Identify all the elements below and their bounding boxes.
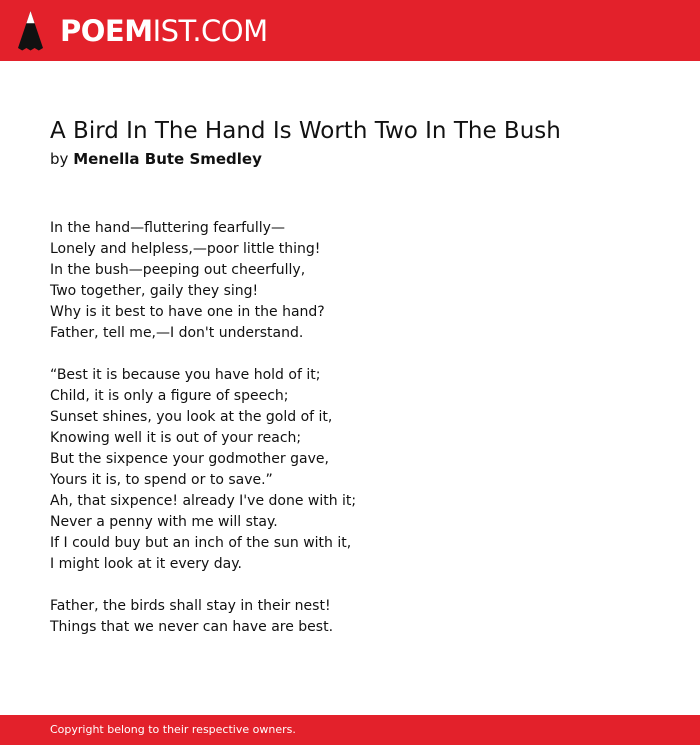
poem-line: Two together, gaily they sing! bbox=[50, 283, 259, 299]
copyright-notice: Copyright belong to their respective owners. bbox=[50, 723, 296, 736]
poem-line: Yours it is, to spend or to save.” bbox=[50, 472, 273, 488]
pencil-icon bbox=[17, 10, 44, 52]
poem-line: In the bush—peeping out cheerfully, bbox=[50, 262, 306, 278]
poem-line: In the hand—fluttering fearfully— bbox=[50, 220, 285, 236]
poem-title: A Bird In The Hand Is Worth Two In The Bush bbox=[50, 118, 561, 144]
logo-wordmark bbox=[60, 10, 268, 52]
site-header bbox=[0, 0, 700, 61]
poem-line: Things that we never can have are best. bbox=[50, 619, 334, 635]
stanza-3 bbox=[50, 596, 670, 638]
poem-line: “Best it is because you have hold of it; bbox=[50, 367, 321, 383]
poem-line: Why is it best to have one in the hand? bbox=[50, 304, 325, 320]
poem-line: If I could buy but an inch of the sun with it, bbox=[50, 535, 352, 551]
poem-line: Never a penny with me will stay. bbox=[50, 514, 278, 530]
poem-author[interactable]: Menella Bute Smedley bbox=[73, 150, 262, 168]
poem-line: Child, it is only a figure of speech; bbox=[50, 388, 289, 404]
site-footer bbox=[0, 715, 700, 745]
poem-line: Knowing well it is out of your reach; bbox=[50, 430, 302, 446]
by-label: by bbox=[50, 150, 69, 168]
poem-line: Father, the birds shall stay in their nest! bbox=[50, 598, 331, 614]
poem-line: Ah, that sixpence! already I've done with it; bbox=[50, 493, 357, 509]
poem-line: Lonely and helpless,—poor little thing! bbox=[50, 241, 321, 257]
poem-body bbox=[50, 218, 670, 659]
poem-byline bbox=[50, 149, 262, 169]
poem-line: I might look at it every day. bbox=[50, 556, 242, 572]
site-logo[interactable] bbox=[17, 10, 268, 52]
stanza-2 bbox=[50, 365, 670, 575]
poem-line: Father, tell me,—I don't understand. bbox=[50, 325, 304, 341]
stanza-1 bbox=[50, 218, 670, 344]
logo-wordmark-light: IST.COM bbox=[152, 14, 268, 48]
logo-wordmark-bold: POEM bbox=[60, 14, 153, 48]
poem-line: Sunset shines, you look at the gold of it, bbox=[50, 409, 333, 425]
poem-line: But the sixpence your godmother gave, bbox=[50, 451, 329, 467]
